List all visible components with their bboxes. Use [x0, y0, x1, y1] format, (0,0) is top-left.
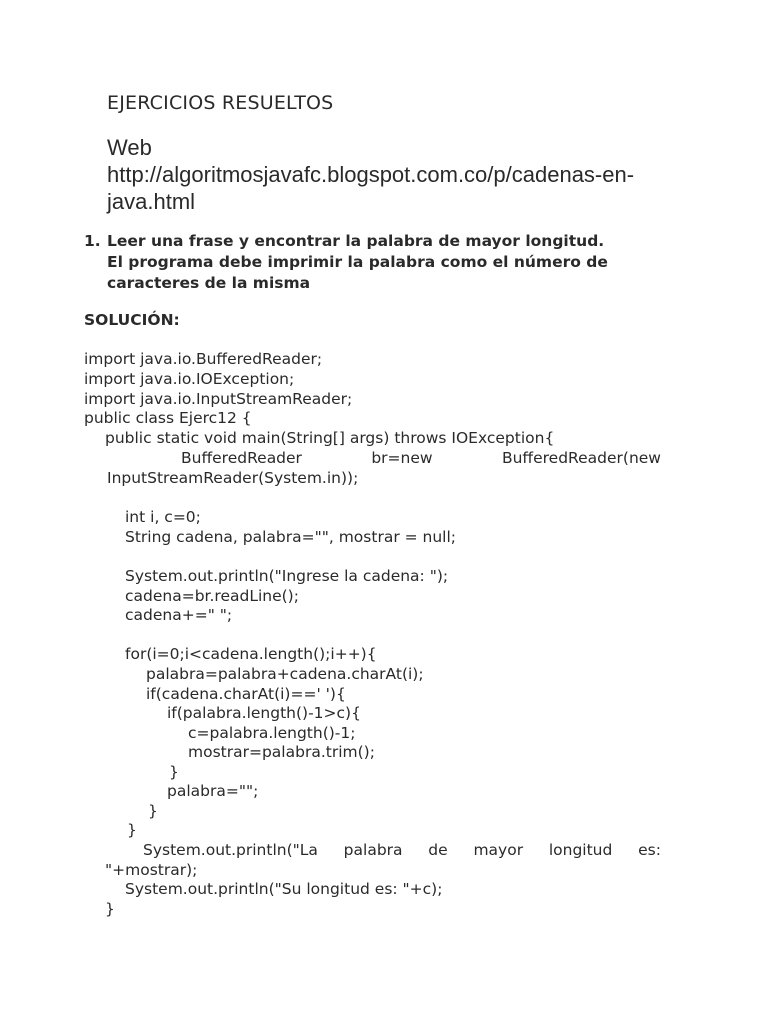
web-label: Web — [107, 135, 152, 160]
code-line: if(palabra.length()-1>c){ — [167, 704, 361, 722]
code-token: es: — [638, 841, 661, 859]
code-line: import java.io.BufferedReader; — [84, 350, 323, 368]
code-token: palabra — [343, 841, 403, 859]
code-line: InputStreamReader(System.in)); — [107, 469, 359, 487]
code-line: cadena=br.readLine(); — [125, 587, 299, 605]
code-token: br=new — [371, 449, 433, 467]
code-line: if(cadena.charAt(i)==' '){ — [146, 685, 346, 703]
code-token: longitud — [548, 841, 613, 859]
code-line: int i, c=0; — [125, 508, 201, 526]
document-title: EJERCICIOS RESUELTOS — [107, 92, 334, 114]
code-token: BufferedReader(new — [501, 449, 661, 467]
code-line: String cadena, palabra="", mostrar = null; — [125, 528, 457, 546]
code-line: import java.io.InputStreamReader; — [84, 390, 353, 408]
code-line: c=palabra.length()-1; — [188, 724, 356, 742]
web-reference — [107, 134, 667, 215]
code-line: System.out.println("Ingrese la cadena: "); — [125, 567, 449, 585]
web-url-line-2: java.html — [107, 189, 196, 214]
code-line: palabra=""; — [167, 782, 259, 800]
code-line: for(i=0;i<cadena.length();i++){ — [125, 645, 377, 663]
code-line: "+mostrar); — [105, 861, 198, 879]
code-line: } — [169, 763, 179, 781]
code-token: de — [428, 841, 448, 859]
code-line: System.out.println("Su longitud es: "+c); — [125, 880, 443, 898]
code-line: cadena+=" "; — [125, 606, 233, 624]
code-line: palabra=palabra+cadena.charAt(i); — [146, 665, 424, 683]
code-line: import java.io.IOException; — [84, 370, 295, 388]
question-number: 1. — [84, 232, 101, 250]
question-line-2: El programa debe imprimir la palabra como el número de — [107, 253, 608, 271]
code-line: } — [148, 802, 158, 820]
code-line: } — [127, 821, 137, 839]
solution-heading: SOLUCIÓN: — [84, 311, 180, 329]
code-line: public static void main(String[] args) throws IOException{ — [105, 429, 555, 447]
code-line: } — [105, 900, 115, 918]
code-line: mostrar=palabra.trim(); — [188, 743, 375, 761]
code-token: System.out.println("La — [143, 841, 318, 859]
question-line-3: caracteres de la misma — [107, 274, 311, 292]
code-line-justified — [181, 449, 661, 467]
code-token: mayor — [473, 841, 524, 859]
code-line: public class Ejerc12 { — [84, 409, 252, 427]
question-line-1: Leer una frase y encontrar la palabra de mayor longitud. — [107, 232, 605, 250]
web-url-line-1: http://algoritmosjavafc.blogspot.com.co/p/cadenas-en- — [107, 162, 635, 187]
code-token: BufferedReader — [181, 449, 302, 467]
code-line-justified — [143, 841, 661, 859]
